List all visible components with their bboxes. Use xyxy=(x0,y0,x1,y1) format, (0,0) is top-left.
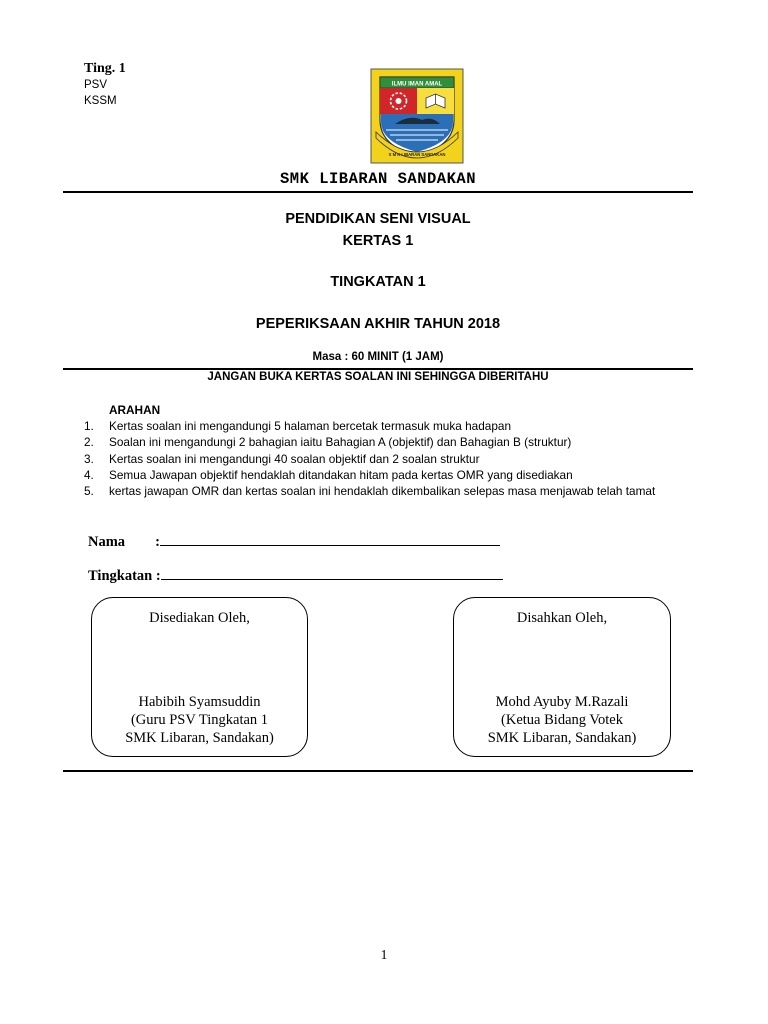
level-input-line[interactable] xyxy=(161,567,503,580)
prepared-by-org: SMK Libaran, Sandakan) xyxy=(125,730,274,746)
instruction-item xyxy=(84,451,684,467)
prepared-by-name: Habibih Syamsuddin xyxy=(138,694,261,710)
instruction-number: 1. xyxy=(84,419,94,433)
subject-title: PENDIDIKAN SENI VISUAL xyxy=(285,211,471,227)
paper-title: KERTAS 1 xyxy=(342,233,414,249)
approved-by-org: SMK Libaran, Sandakan) xyxy=(487,730,637,746)
prepared-by-role: (Guru PSV Tingkatan 1 xyxy=(130,712,269,728)
logo-motto: ILMU IMAN AMAL xyxy=(391,81,443,88)
exam-duration: Masa : 60 MINIT (1 JAM) xyxy=(312,351,444,363)
name-input-line[interactable] xyxy=(160,533,500,546)
instruction-text: Kertas soalan ini mengandungi 5 halaman bercetak termasuk muka hadapan xyxy=(109,419,511,433)
instruction-item xyxy=(84,467,684,483)
approved-by-name: Mohd Ayuby M.Razali xyxy=(495,694,629,710)
form-level-tag xyxy=(84,60,126,109)
duration-divider xyxy=(63,368,693,370)
instruction-text: Soalan ini mengandungi 2 bahagian iaitu Bahagian A (objektif) dan Bahagian B (struktur) xyxy=(109,435,572,450)
instruction-item xyxy=(84,434,684,450)
instructions-list xyxy=(84,418,684,499)
curriculum: KSSM xyxy=(84,95,117,107)
logo-ribbon-text: S M K LIBARAN SANDAKAN xyxy=(388,152,446,157)
instruction-item xyxy=(84,483,684,499)
school-logo xyxy=(370,68,464,164)
instruction-number: 5. xyxy=(84,484,94,499)
footer-divider xyxy=(63,770,693,772)
approved-by-box xyxy=(453,597,671,757)
instruction-number: 2. xyxy=(84,435,94,450)
form-level: Ting. 1 xyxy=(84,61,126,76)
level-title: TINGKATAN 1 xyxy=(330,274,426,290)
approved-by-caption: Disahkan Oleh, xyxy=(516,610,608,626)
instruction-number: 3. xyxy=(84,451,94,466)
approved-by-role: (Ketua Bidang Votek xyxy=(501,712,623,728)
prepared-by-details xyxy=(92,693,307,747)
name-label: Nama xyxy=(88,534,126,550)
school-name: SMK LIBARAN SANDAKAN xyxy=(279,170,477,188)
instructions-heading: ARAHAN xyxy=(109,403,161,417)
level-label: Tingkatan : xyxy=(88,568,161,584)
header-divider xyxy=(63,191,693,193)
exam-warning: JANGAN BUKA KERTAS SOALAN INI SEHINGGA DIBERITAHU xyxy=(207,371,549,383)
subject-code: PSV xyxy=(84,79,108,91)
name-field xyxy=(88,533,500,551)
prepared-by-caption: Disediakan Oleh, xyxy=(149,610,250,626)
exam-title: PEPERIKSAAN AKHIR TAHUN 2018 xyxy=(255,316,501,332)
instruction-item xyxy=(84,418,684,434)
approved-by-details xyxy=(454,693,670,747)
page-number: 1 xyxy=(380,947,388,962)
instruction-text: Semua Jawapan objektif hendaklah ditandakan hitam pada kertas OMR yang disediakan xyxy=(109,467,573,482)
instruction-number: 4. xyxy=(84,467,94,482)
prepared-by-box xyxy=(91,597,308,757)
level-field xyxy=(88,567,503,585)
instruction-text: kertas jawapan OMR dan kertas soalan ini hendaklah dikembalikan selepas masa menjawab telah tamat xyxy=(109,484,656,499)
name-colon: : xyxy=(155,534,160,550)
instruction-text: Kertas soalan ini mengandungi 40 soalan objektif dan 2 soalan struktur xyxy=(109,451,480,466)
instructions-section xyxy=(84,402,684,499)
